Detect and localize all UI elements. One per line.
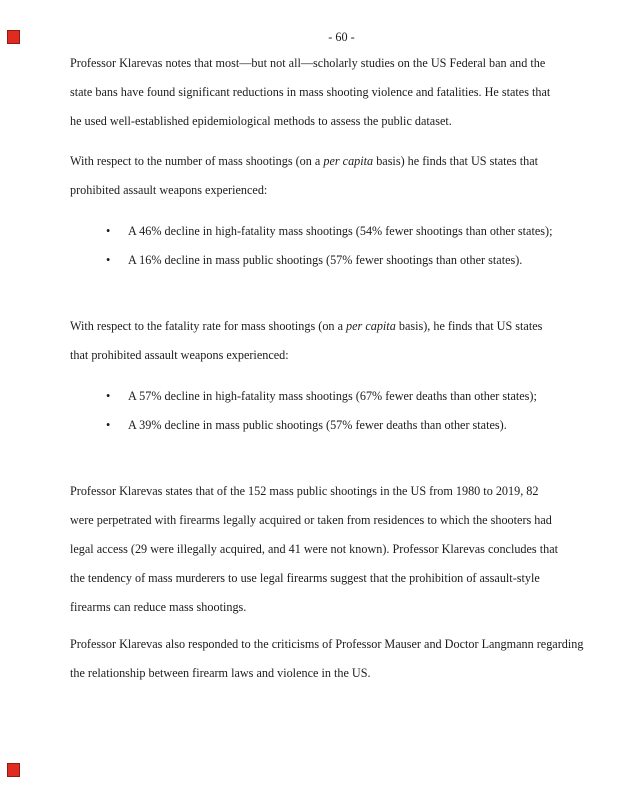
text-line bbox=[70, 147, 623, 176]
paragraph-criticism-response bbox=[70, 630, 623, 688]
bullet-text: A 57% decline in high-fatality mass shootings (67% fewer deaths than other states); bbox=[128, 389, 537, 403]
text-line: Professor Klarevas states that of the 152 mass public shootings in the US from 1980 to 2019, 82 bbox=[70, 484, 539, 498]
text-segment: basis) he finds that US states that bbox=[373, 154, 538, 168]
text-line: the relationship between firearm laws and violence in the US. bbox=[70, 666, 371, 680]
text-segment: basis), he finds that US states bbox=[395, 319, 543, 333]
italic-term: per capita bbox=[346, 319, 396, 333]
bullet-item bbox=[70, 382, 623, 411]
bullet-item bbox=[70, 246, 623, 275]
bullet-text: A 39% decline in mass public shootings (57% fewer deaths than other states). bbox=[128, 418, 507, 432]
bullet-text: A 46% decline in high-fatality mass shootings (54% fewer shootings than other states); bbox=[128, 224, 553, 238]
page-number: - 60 - bbox=[328, 30, 355, 44]
bullet-list-shootings bbox=[70, 217, 623, 275]
paragraph-number-of-shootings bbox=[70, 147, 623, 205]
paragraph-studies-summary bbox=[70, 49, 623, 136]
text-line: prohibited assault weapons experienced: bbox=[70, 183, 268, 197]
bullet-text: A 16% decline in mass public shootings (57% fewer shootings than other states). bbox=[128, 253, 523, 267]
text-line: Professor Klarevas notes that most—but not all—scholarly studies on the US Federal ban and the bbox=[70, 56, 546, 70]
bullet-list-deaths bbox=[70, 382, 623, 440]
bullet-item bbox=[70, 411, 623, 440]
bullet-icon: • bbox=[106, 224, 111, 238]
bullet-icon: • bbox=[106, 418, 111, 432]
paragraph-fatality-rate bbox=[70, 312, 623, 370]
bullet-icon: • bbox=[106, 253, 111, 267]
text-line: state bans have found significant reductions in mass shooting violence and fatalities. He states that bbox=[70, 85, 551, 99]
text-segment: With respect to the fatality rate for mass shootings (on a bbox=[70, 319, 347, 333]
text-line: Professor Klarevas also responded to the criticisms of Professor Mauser and Doctor Langmann regarding bbox=[70, 637, 584, 651]
red-marker-top-left bbox=[7, 30, 20, 44]
bullet-icon: • bbox=[106, 389, 111, 403]
document-content bbox=[0, 49, 623, 688]
text-line: legal access (29 were illegally acquired, and 41 were not known). Professor Klarevas concludes that bbox=[70, 542, 558, 556]
paragraph-legal-firearms bbox=[70, 477, 623, 622]
text-line: he used well-established epidemiological methods to assess the public dataset. bbox=[70, 114, 452, 128]
text-line: firearms can reduce mass shootings. bbox=[70, 600, 247, 614]
text-line bbox=[70, 312, 623, 341]
italic-term: per capita bbox=[323, 154, 374, 168]
text-line: the tendency of mass murderers to use legal firearms suggest that the prohibition of assault-style bbox=[70, 571, 540, 585]
text-line: that prohibited assault weapons experienced: bbox=[70, 348, 289, 362]
text-segment: With respect to the number of mass shootings (on a bbox=[70, 154, 324, 168]
red-marker-bottom-left bbox=[7, 763, 20, 777]
bullet-item bbox=[70, 217, 623, 246]
text-line: were perpetrated with firearms legally acquired or taken from residences to which the shooters had bbox=[70, 513, 552, 527]
